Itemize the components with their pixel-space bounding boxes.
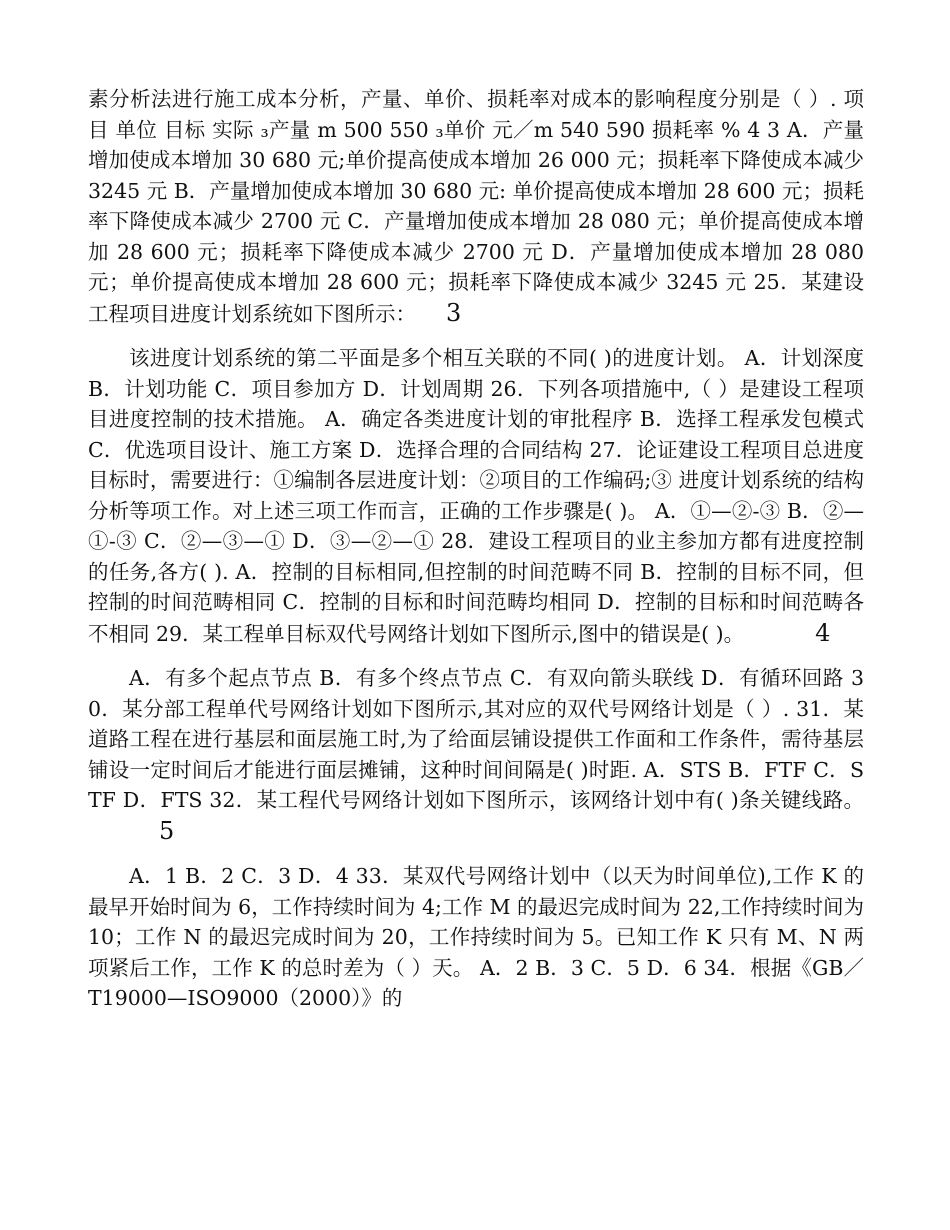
paragraph-3 xyxy=(88,663,864,847)
page-number: 3 xyxy=(446,298,462,327)
paragraph-text: 素分析法进行施工成本分析，产量、单价、损耗率对成本的影响程度分别是（ ）. 项目 单位 目标 实际 ₃产量 m 500 550 ₃单价 元／m 540 590 损耗率 % 4 3 A．产量增加使成本增加 30 680 元;单价提高使成本增加 26 000 元；损耗率下降使成本减少 3245 元 B．产量增加使成本增加 30 680 元: 单价提高使成本增加 28 600 元；损耗率下降使成本减少 2700 元 C．产量增加使成本增加 28 080 元；单价提高使成本增加 28 600 元；损耗率下降使成本减少 2700 元 D．产量增加使成本增加 28 080 元；单价提高使成本增加 28 600 元；损耗率下降使成本减少 3245 元 25．某建设工程项目进度计划系统如下图所示： xyxy=(88,87,864,326)
page-number: 4 xyxy=(815,618,831,647)
spacer xyxy=(88,651,864,663)
paragraph-text: 该进度计划系统的第二平面是多个相互关联的不同( )的进度计划。 A．计划深度 B．计划功能 C．项目参加方 D．计划周期 26．下列各项措施中,（ ）是建设工程项目进度控制的技术措施。 A．确定各类进度计划的审批程序 B．选择工程承发包模式 C．优选项目设计、施工方案 D．选择合理的合同结构 27．论证建设工程项目总进度目标时，需要进行：①编制各层进度计划：②项目的工作编码;③ 进度计划系统的结构分析等项工作。对上述三项工作而言，正确的工作步骤是( )。 A．①—②-③ B．②—①-③ C．②—③—① D．③—②—① 28．建设工程项目的业主参加方都有进度控制的任务,各方( ). A．控制的目标相同,但控制的时间范畴不同 B．控制的目标不同，但控制的时间范畴相同 C．控制的目标和时间范畴均相同 D．控制的目标和时间范畴各不相同 29．某工程单目标双代号网络计划如下图所示,图中的错误是( )。 xyxy=(88,346,864,646)
spacer xyxy=(88,331,864,343)
spacer xyxy=(88,849,864,861)
paragraph-text: A．1 B．2 C．3 D．4 33．某双代号网络计划中（以天为时间单位),工作 K 的最早开始时间为 6，工作持续时间为 4;工作 M 的最迟完成时间为 22,工作持续时间为 10；工作 N 的最迟完成时间为 20，工作持续时间为 5。已知工作 K 只有 M、N 两项紧后工作，工作 K 的总时差为（ ）天。 A．2 B．3 C．5 D．6 34．根据《GB／T19000—ISO9000（2000）》的 xyxy=(88,864,864,1010)
paragraph-text: A．有多个起点节点 B．有多个终点节点 C．有双向箭头联线 D．有循环回路 30．某分部工程单代号网络计划如下图所示,其对应的双代号网络计划是（ ）. 31．某道路工程在进行基层和面层施工时,为了给面层铺设提供工作面和工作条件，需待基层铺设一定时间后才能进行面层摊铺，这种时间间隔是( )时距. A．STS B．FTF C．STF D．FTS 32．某工程代号网络计划如下图所示，该网络计划中有( )条关键线路。 xyxy=(88,666,864,812)
page-number: 5 xyxy=(159,816,175,845)
document-page xyxy=(88,84,864,1016)
paragraph-1 xyxy=(88,84,864,329)
paragraph-4 xyxy=(88,861,864,1014)
paragraph-2 xyxy=(88,343,864,649)
